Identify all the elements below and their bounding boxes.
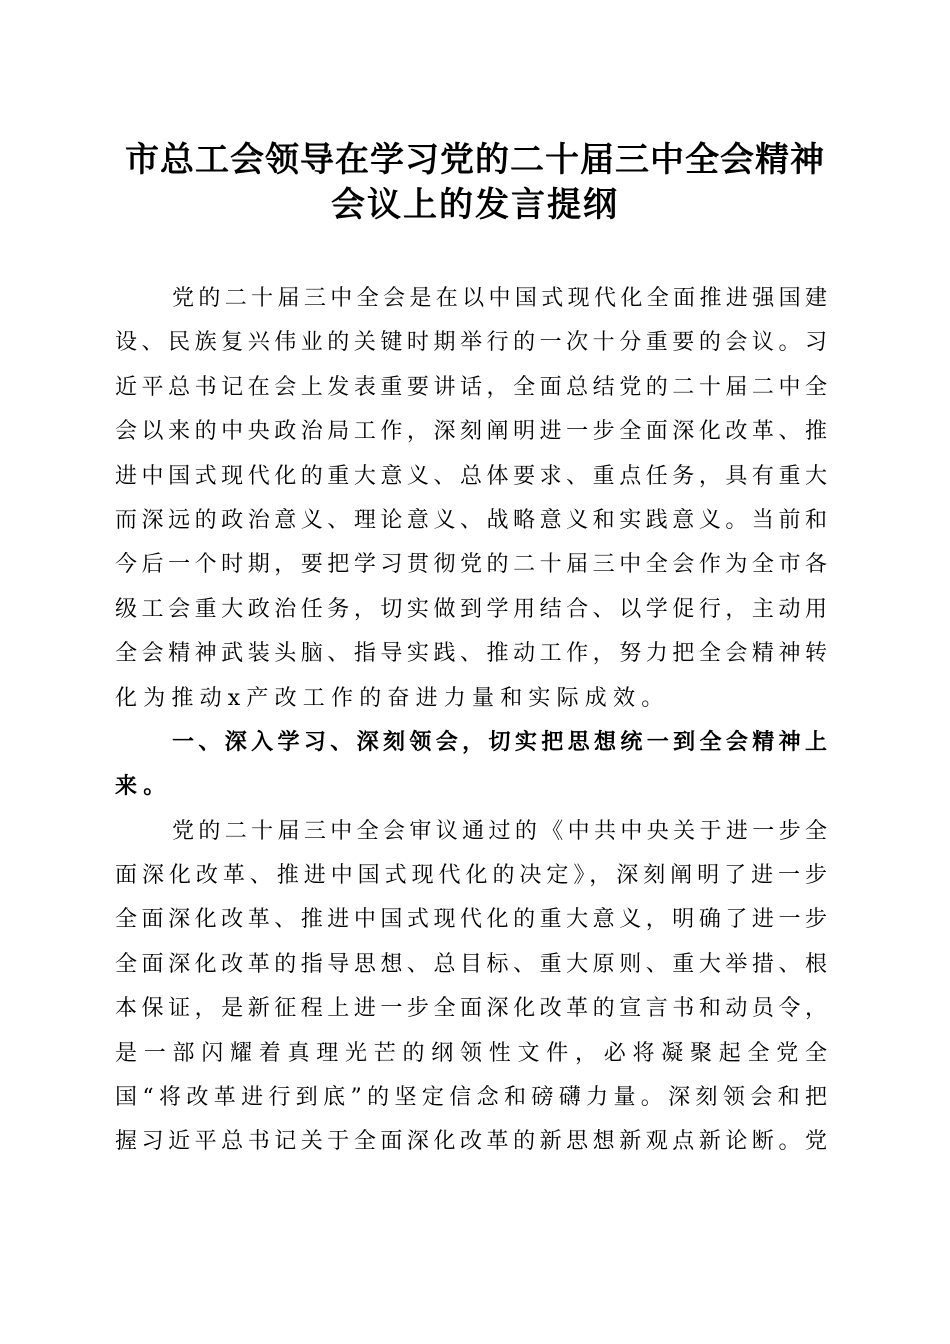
text-line: 会以来的中央政治局工作，深刻阐明进一步全面深化改革、推 <box>115 419 827 445</box>
text-line: 党的二十届三中全会审议通过的《中共中央关于进一步全 <box>172 818 827 844</box>
text-line: 全会精神武装头脑、指导实践、推动工作，努力把全会精神转 <box>115 641 827 667</box>
text-line: 而深远的政治意义、理论意义、战略意义和实践意义。当前和 <box>115 507 827 533</box>
text-line: 本保证，是新征程上进一步全面深化改革的宣言书和动员令， <box>115 996 827 1022</box>
text-line: 是一部闪耀着真理光芒的纲领性文件，必将凝聚起全党全 <box>115 1040 827 1066</box>
text-line: 化为推动x产改工作的奋进力量和实际成效。 <box>115 685 670 711</box>
text-line: 全面深化改革、推进中国式现代化的重大意义，明确了进一步 <box>115 907 827 933</box>
document-title-line-2: 会议上的发言提纲 <box>331 185 619 225</box>
text-line: 全面深化改革的指导思想、总目标、重大原则、重大举措、根 <box>115 951 827 977</box>
text-line: 设、民族复兴伟业的关键时期举行的一次十分重要的会议。习 <box>115 330 827 356</box>
body-paragraph <box>115 277 827 721</box>
document-title-line-1: 市总工会领导在学习党的二十届三中全会精神 <box>125 140 825 180</box>
text-line: 级工会重大政治任务，切实做到学用结合、以学促行，主动用 <box>115 596 827 622</box>
text-line: 来。 <box>115 774 172 800</box>
text-line: 党的二十届三中全会是在以中国式现代化全面推进强国建 <box>172 286 827 311</box>
text-line: 近平总书记在会上发表重要讲话，全面总结党的二十届二中全 <box>115 374 827 400</box>
text-line: 进中国式现代化的重大意义、总体要求、重点任务，具有重大 <box>115 463 827 489</box>
text-line: 握习近平总书记关于全面深化改革的新思想新观点新论断。党 <box>115 1129 827 1155</box>
body-paragraph <box>115 810 827 1165</box>
text-line: 一、深入学习、深刻领会，切实把思想统一到全会精神上 <box>172 729 827 755</box>
text-line: 国“将改革进行到底”的坚定信念和磅礴力量。深刻领会和把 <box>115 1085 827 1111</box>
text-line: 面深化改革、推进中国式现代化的决定》，深刻阐明了进一步 <box>115 863 827 889</box>
section-heading <box>115 721 827 810</box>
document-body <box>115 277 827 1165</box>
text-line: 今后一个时期，要把学习贯彻党的二十届三中全会作为全市各 <box>115 552 827 578</box>
